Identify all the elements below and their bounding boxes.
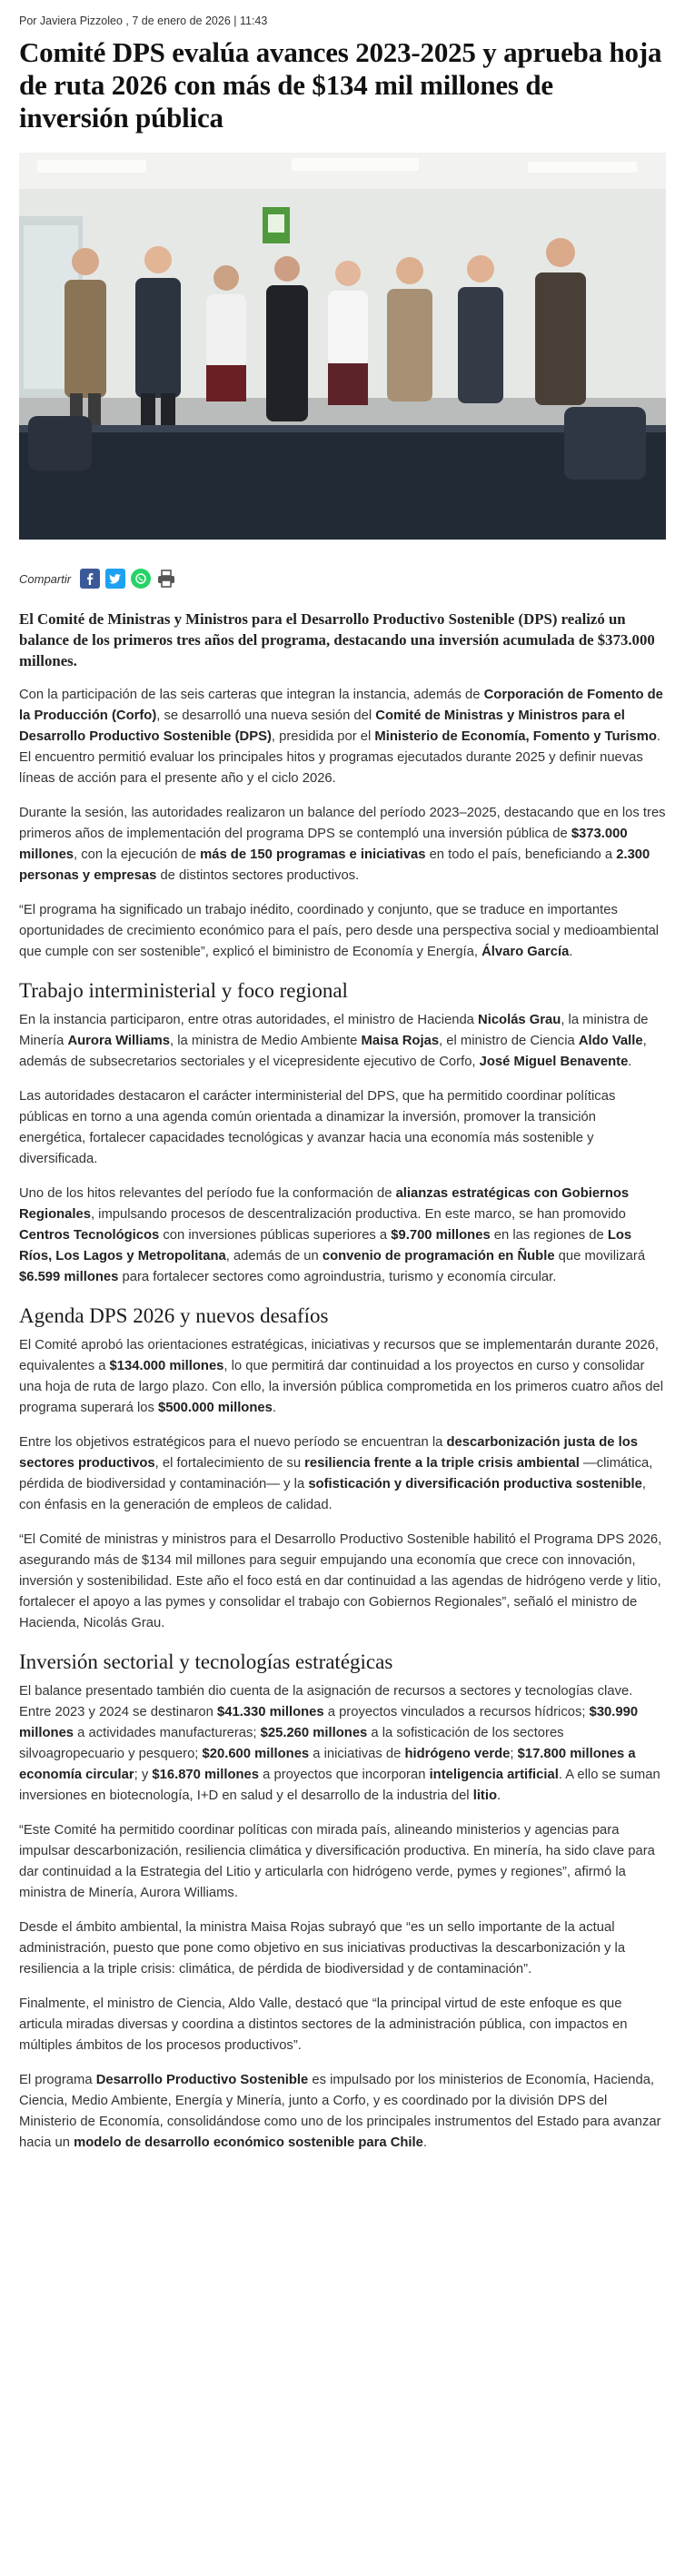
bold-text: inteligencia artificial <box>429 1768 559 1782</box>
share-bar <box>19 565 666 592</box>
bold-text: $9.700 millones <box>391 1228 491 1243</box>
bold-text: $500.000 millones <box>157 1401 273 1415</box>
paragraph: Durante la sesión, las autoridades realizaron un balance del período 2023–2025, destacando que en los tres primeros años de implementación del programa DPS se contempló una inversión pública de $373.000 millones, con la ejecución de más de 150 programas e iniciativas en todo el país, beneficiando a 2.300 personas y empresas de distintos sectores productivos. <box>19 806 666 883</box>
bold-text: litio <box>472 1788 498 1803</box>
bold-text: José Miguel Benavente <box>479 1055 629 1069</box>
bold-text: Los Ríos, Los Lagos y Metropolitana <box>19 1228 632 1263</box>
bold-text: Ministerio de Economía, Fomento y Turismo <box>374 729 657 744</box>
paragraph: Entre los objetivos estratégicos para el nuevo período se encuentran la descarbonización justa de los sectores productivos, el fortalecimiento de su resiliencia frente a la triple crisis ambiental —climática, pérdida de biodiversidad y contaminación— y la sofisticación y diversificación productiva sostenible, con énfasis en la generación de empleos de calidad. <box>19 1435 653 1512</box>
paragraph: El programa Desarrollo Productivo Sostenible es impulsado por los ministerios de Economía, Hacienda, Ciencia, Medio Ambiente, Energía y Minería, junto a Corfo, y es coordinado por la división DPS del Ministerio de Economía, consolidándose como uno de los principales instrumentos del Estado para avanzar hacia un modelo de desarrollo económico sostenible para Chile. <box>19 2073 661 2150</box>
bold-text: descarbonización justa de los sectores productivos <box>19 1435 639 1471</box>
paragraph: Desde el ámbito ambiental, la ministra Maisa Rojas subrayó que “es un sello importante de la actual administración, puesto que pone como objetivo en sus iniciativas productivas la descarbonización y la resiliencia a la triple crisis: climática, de pérdida de biodiversidad y de contaminación”. <box>19 1920 626 1977</box>
bold-text: $373.000 millones <box>19 827 628 862</box>
bold-text: $30.990 millones <box>19 1705 639 1740</box>
bold-text: Maisa Rojas <box>361 1034 440 1048</box>
bold-text: $41.330 millones <box>217 1705 324 1719</box>
bold-text: $25.260 millones <box>260 1726 368 1740</box>
bold-text: modelo de desarrollo económico sostenible para Chile <box>74 2135 423 2150</box>
paragraph: Uno de los hitos relevantes del período fue la conformación de alianzas estratégicas con Gobiernos Regionales, impulsando procesos de descentralización productiva. En este marco, se han promovido Centros Tecnológicos con inversiones públicas superiores a $9.700 millones en las regiones de Los Ríos, Los Lagos y Metropolitana, además de un convenio de programación en Ñuble que movilizará $6.599 millones para fortalecer sectores como agroindustria, turismo y economía circular. <box>19 1186 646 1284</box>
hero-photo <box>19 153 666 540</box>
bold-text: Comité de Ministras y Ministros para el Desarrollo Productivo Sostenible (DPS) <box>19 708 625 744</box>
bold-text: alianzas estratégicas con Gobiernos Regionales <box>19 1186 630 1222</box>
bold-text: hidrógeno verde <box>404 1747 511 1761</box>
facebook-icon[interactable] <box>80 569 100 589</box>
paragraph: Las autoridades destacaron el carácter interministerial del DPS, que ha permitido coordinar políticas públicas en torno a una agenda común orientada a dinamizar la inversión, promover la transición energética, fortalecer capacidades tecnológicas y avanzar hacia una economía más sostenible y diversificada. <box>19 1089 616 1166</box>
bold-text: 2.300 personas y empresas <box>19 847 650 883</box>
paragraph: En la instancia participaron, entre otras autoridades, el ministro de Hacienda Nicolás Grau, la ministra de Minería Aurora Williams, la ministra de Medio Ambiente Maisa Rojas, el ministro de Ciencia Aldo Valle, además de subsecretarios sectoriales y el vicepresidente ejecutivo de Corfo, José Miguel Benavente. <box>19 1013 649 1069</box>
share-label: Compartir <box>19 571 72 586</box>
paragraph: Finalmente, el ministro de Ciencia, Aldo Valle, destacó que “la principal virtud de este enfoque es que articula miradas diversas y coordina a distintos sectores de la administración pública, con impactos en múltiples ámbitos de los procesos productivos”. <box>19 1996 628 2053</box>
whatsapp-icon[interactable] <box>131 569 151 589</box>
article-lead: El Comité de Ministras y Ministros para el Desarrollo Productivo Sostenible (DPS) realizó un balance de los primeros tres años del programa, destacando una inversión acumulada de $373.000 millones. <box>19 610 655 669</box>
paragraph: “El Comité de ministras y ministros para el Desarrollo Productivo Sostenible habilitó el Programa DPS 2026, asegurando más de $134 mil millones para seguir empujando una economía que crece con innovación, inversión y sostenibilidad. Este año el foco está en dar continuidad a las agendas de hidrógeno verde y litio, fortalecer el apoyo a las pymes y consolidar el trabajo con Gobiernos Regionales”, señaló el ministro de Hacienda, Nicolás Grau. <box>19 1532 662 1630</box>
byline: Por Javiera Pizzoleo , 7 de enero de 2026 | 11:43 <box>19 15 268 27</box>
paragraph: Con la participación de las seis carteras que integran la instancia, además de Corporación de Fomento de la Producción (Corfo), se desarrolló una nueva sesión del Comité de Ministras y Ministros para el Desarrollo Productivo Sostenible (DPS), presidida por el Ministerio de Economía, Fomento y Turismo. El encuentro permitió evaluar los principales hitos y programas ejecutados durante 2025 y definir nuevas líneas de acción para el presente año y el ciclo 2026. <box>19 688 663 786</box>
bold-text: resiliencia frente a la triple crisis ambiental <box>304 1456 580 1471</box>
paragraph: “El programa ha significado un trabajo inédito, coordinado y conjunto, que se traduce en importantes oportunidades de crecimiento económico para el país, pero desde una perspectiva social y medioambiental que cumple con ser sostenible”, explicó el biministro de Economía y Energía, Álvaro García. <box>19 903 660 959</box>
bold-text: Desarrollo Productivo Sostenible <box>95 2073 309 2087</box>
section-heading: Inversión sectorial y tecnologías estratégicas <box>19 1650 393 1673</box>
bold-text: Aurora Williams <box>67 1034 170 1048</box>
bold-text: Nicolás Grau <box>478 1013 561 1027</box>
bold-text: $17.800 millones a economía circular <box>19 1747 636 1782</box>
article-body <box>19 685 666 2154</box>
section-heading: Agenda DPS 2026 y nuevos desafíos <box>19 1304 329 1327</box>
bold-text: convenio de programación en Ñuble <box>322 1249 555 1263</box>
bold-text: Centros Tecnológicos <box>19 1228 160 1243</box>
bold-text: $134.000 millones <box>109 1359 224 1373</box>
paragraph: El balance presentado también dio cuenta de la asignación de recursos a sectores y tecnologías clave. Entre 2023 y 2024 se destinaron $41.330 millones a proyectos vinculados a recursos hídricos; $30.990 millones a actividades manufactureras; $25.260 millones a la sofisticación de los sectores silvoagropecuario y pesquero; $20.600 millones a iniciativas de hidrógeno verde; $17.800 millones a economía circular; y $16.870 millones a proyectos que incorporan inteligencia artificial. A ello se suman inversiones en biotecnología, I+D en salud y el desarrollo de la industria del litio. <box>19 1684 660 1803</box>
bold-text: Corporación de Fomento de la Producción (Corfo) <box>19 688 663 723</box>
article-headline: Comité DPS evalúa avances 2023-2025 y aprueba hoja de ruta 2026 con más de $134 mil millones de inversión pública <box>19 36 662 134</box>
paragraph: El Comité aprobó las orientaciones estratégicas, iniciativas y recursos que se implementarán durante 2026, equivalentes a $134.000 millones, lo que permitirá dar continuidad a los proyectos en curso y consolidar una hoja de ruta de largo plazo. Con ello, la inversión pública comprometida en los primeros cuatro años del programa superará los $500.000 millones. <box>19 1338 664 1415</box>
bold-text: $20.600 millones <box>202 1747 310 1761</box>
print-icon[interactable] <box>156 569 176 589</box>
section-heading: Trabajo interministerial y foco regional <box>19 979 348 1002</box>
bold-text: Álvaro García <box>481 945 570 959</box>
bold-text: Aldo Valle <box>578 1034 643 1048</box>
bold-text: sofisticación y diversificación productiva sostenible <box>308 1477 642 1491</box>
paragraph: “Este Comité ha permitido coordinar políticas con mirada país, alineando ministerios y agencias para impulsar descarbonización, resiliencia climática y diversificación productiva. En minería, ha sido clave para dar continuidad a la Estrategia del Litio y articularla con hidrógeno verde, pymes y regiones”, afirmó la ministra de Minería, Aurora Williams. <box>19 1823 655 1900</box>
bold-text: $6.599 millones <box>19 1270 119 1284</box>
twitter-icon[interactable] <box>105 569 125 589</box>
bold-text: más de 150 programas e iniciativas <box>200 847 426 862</box>
bold-text: $16.870 millones <box>152 1768 260 1782</box>
